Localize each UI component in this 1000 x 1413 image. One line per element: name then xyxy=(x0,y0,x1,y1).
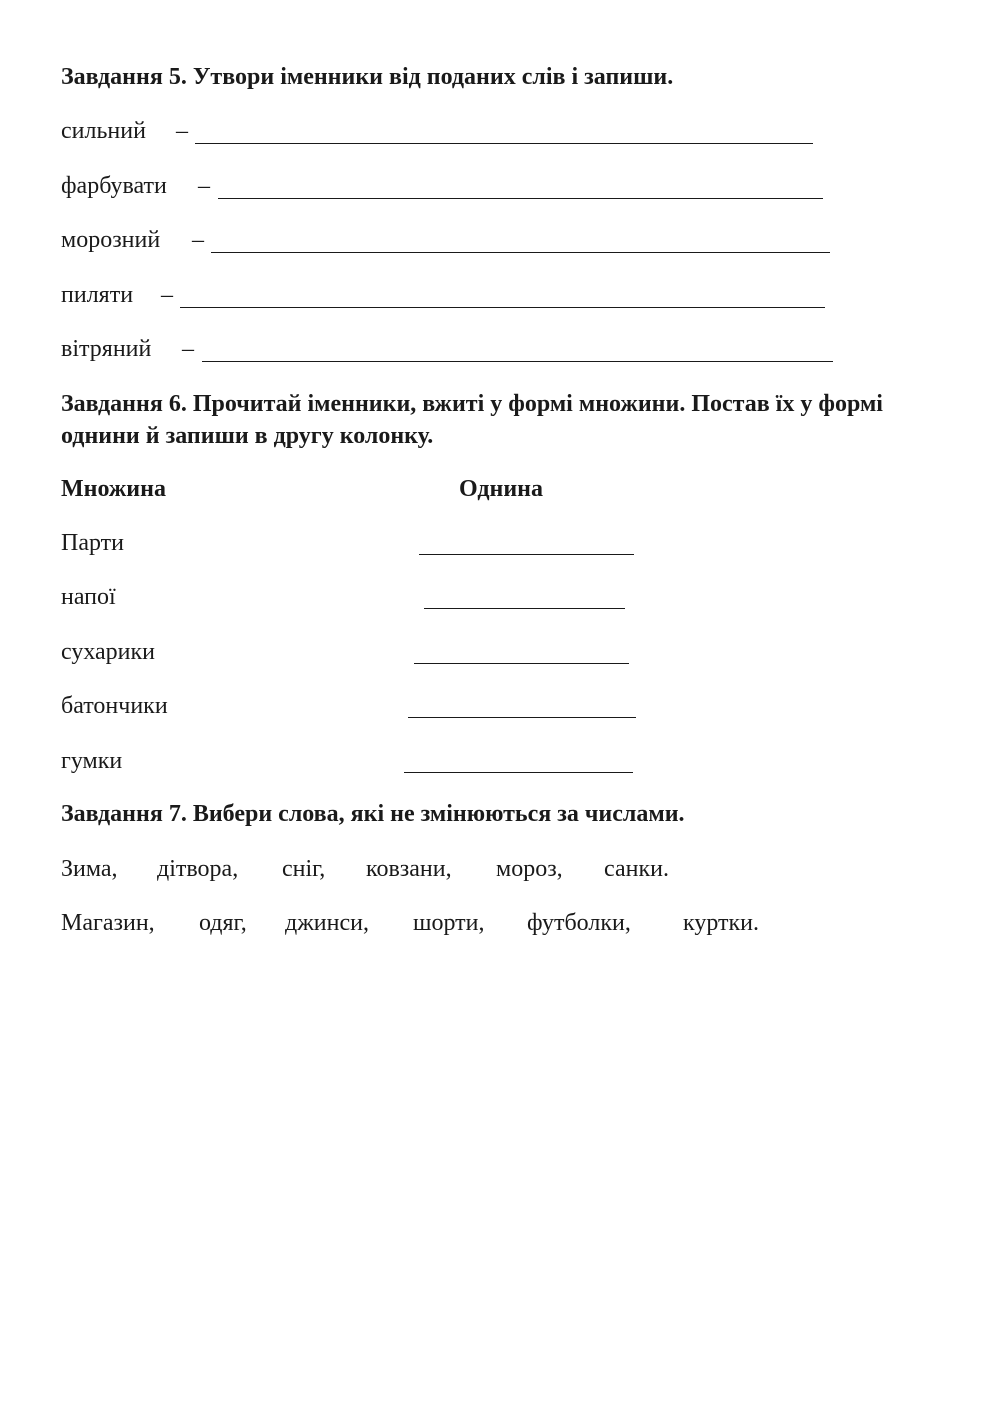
task5-title: Завдання 5. Утвори іменники від поданих слів і запиши. xyxy=(61,64,674,90)
task5-dash: – xyxy=(182,336,194,362)
task5-item xyxy=(61,225,204,255)
task6-answer-line[interactable] xyxy=(408,717,636,718)
task6-plural-word: напої xyxy=(61,584,116,610)
task5-item xyxy=(61,116,188,146)
task5-item xyxy=(61,334,194,364)
task7-word[interactable]: футболки, xyxy=(527,910,631,936)
task5-word: фарбувати xyxy=(61,173,167,199)
task5-word: сильний xyxy=(61,118,146,144)
task5-word: вітряний xyxy=(61,336,152,362)
task6-answer-line[interactable] xyxy=(414,663,629,664)
task5-answer-line[interactable] xyxy=(218,198,823,199)
task7-word[interactable]: одяг, xyxy=(199,910,247,936)
task6-answer-line[interactable] xyxy=(404,772,633,773)
task5-answer-line[interactable] xyxy=(211,252,830,253)
task7-title: Завдання 7. Вибери слова, які не змінюються за числами. xyxy=(61,801,685,827)
task5-item xyxy=(61,280,173,310)
task7-word[interactable]: мороз, xyxy=(496,856,563,882)
task6-answer-line[interactable] xyxy=(424,608,625,609)
task7-word[interactable]: ковзани, xyxy=(366,856,452,882)
task7-word[interactable]: шорти, xyxy=(413,910,485,936)
task5-dash: – xyxy=(176,118,188,144)
task6-answer-line[interactable] xyxy=(419,554,634,555)
task5-answer-line[interactable] xyxy=(180,307,825,308)
task7-word[interactable]: куртки. xyxy=(683,910,759,936)
task6-plural-word: Парти xyxy=(61,530,124,556)
task7-word[interactable]: Магазин, xyxy=(61,910,155,936)
column-header-singular: Однина xyxy=(459,476,543,502)
task7-word[interactable]: Зима, xyxy=(61,856,118,882)
task7-word[interactable]: санки. xyxy=(604,856,669,882)
task7-word[interactable]: джинси, xyxy=(285,910,369,936)
task6-plural-word: батончики xyxy=(61,693,168,719)
task5-word: морозний xyxy=(61,227,161,253)
task7-word[interactable]: сніг, xyxy=(282,856,326,882)
task5-answer-line[interactable] xyxy=(202,361,833,362)
task5-item xyxy=(61,171,210,201)
column-header-plural: Множина xyxy=(61,476,166,502)
task6-title: Завдання 6. Прочитай іменники, вжиті у формі множини. Постав їх у формі однини й запиши в другу колонку. xyxy=(61,391,883,449)
task5-dash: – xyxy=(198,173,210,199)
task7-word[interactable]: дітвора, xyxy=(157,856,239,882)
task5-dash: – xyxy=(161,282,173,308)
task6-plural-word: сухарики xyxy=(61,639,156,665)
task5-dash: – xyxy=(192,227,204,253)
task5-answer-line[interactable] xyxy=(195,143,813,144)
task6-plural-word: гумки xyxy=(61,748,123,774)
task5-word: пиляти xyxy=(61,282,134,308)
